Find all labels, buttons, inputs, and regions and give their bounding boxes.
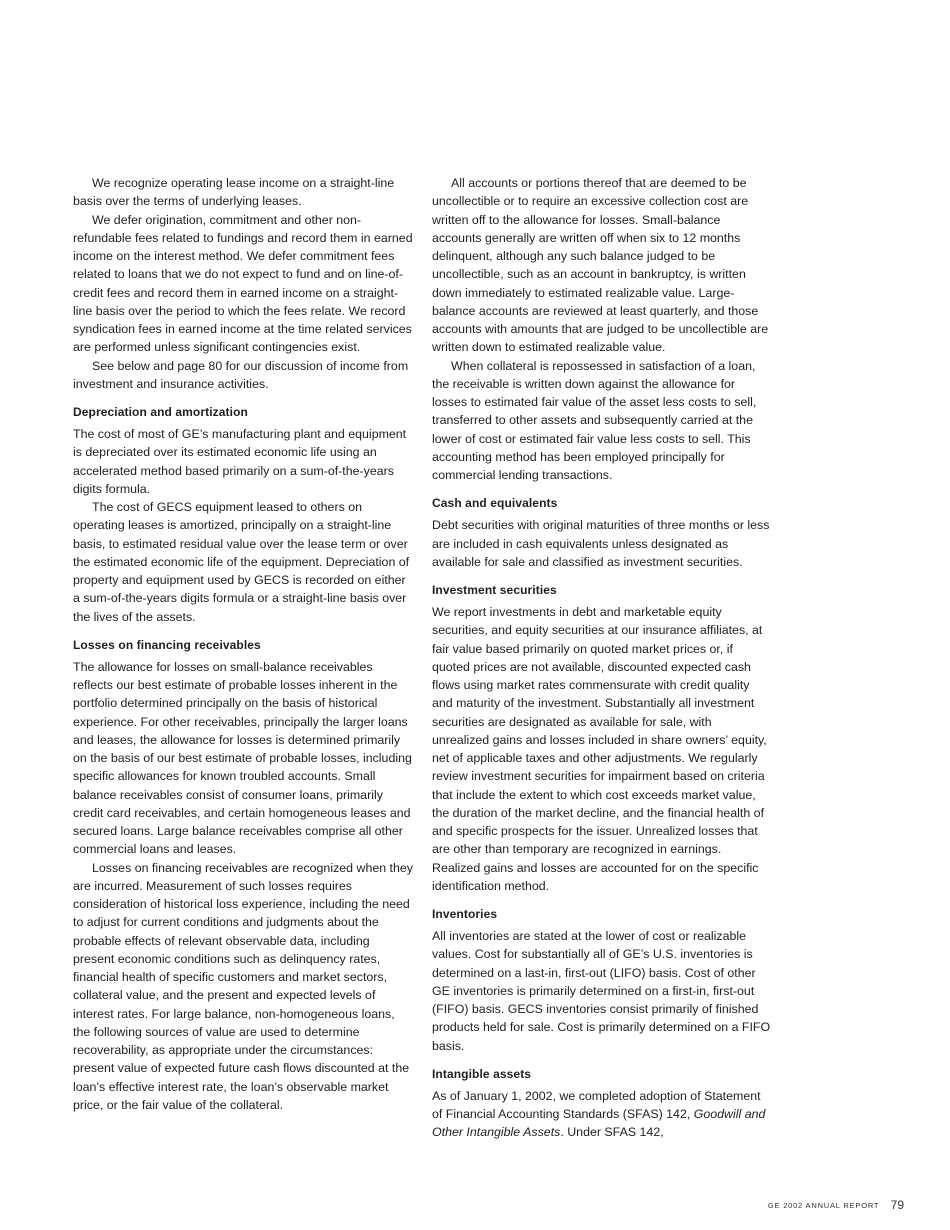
heading-cash: Cash and equivalents xyxy=(432,496,558,511)
page-number: 79 xyxy=(890,1198,904,1212)
paragraph-fees: We defer origination, commitment and other non-refundable fees related to fundings and record them in earned income on the interest method. We defer commitment fees related to loans that we do not expect to fund and on line-of-credit fees and record them in earned income on a straight-line basis over the period to which the fees relate. We record syndication fees in earned income at the time related services are performed unless significant contingencies exist. xyxy=(73,212,413,355)
paragraph-losses-2: Losses on financing receivables are recognized when they are incurred. Measurement of such losses requires consideration of historical loss experience, including the need to adjust for current conditions and judgments about the probable effects of relevant observable data, including present economic conditions such as delinquency rates, financial health of specific customers and market sectors, collateral value, and the present and expected levels of interest rates. For large balance, non-homogeneous loans, the following sources of value are used to determine recoverability, as appropriate under the circumstances: present value of expected future cash flows discounted at the loan’s effective interest rate, the loan’s observable market price, or the fair value of the collateral. xyxy=(73,860,413,1112)
footer-report-label: GE 2002 ANNUAL REPORT xyxy=(767,1201,880,1210)
paragraph-collateral: When collateral is repossessed in satisfaction of a loan, the receivable is written down against the allowance for losses to estimated fair value of the asset less costs to sell, transferred to other assets and subsequently carried at the lower of cost or estimated fair value less costs to sell. This accounting method has been employed principally for commercial lending transactions. xyxy=(432,358,757,482)
left-column xyxy=(73,174,413,1114)
paragraph-depreciation-1: The cost of most of GE’s manufacturing plant and equipment is depreciated over its estimated economic life using an accelerated method based primarily on a sum-of-the-years digits formula. xyxy=(73,427,407,496)
paragraph-intangible xyxy=(432,1087,772,1142)
heading-inventories: Inventories xyxy=(432,907,498,921)
heading-depreciation: Depreciation and amortization xyxy=(73,405,248,419)
heading-intangible: Intangible assets xyxy=(432,1066,532,1081)
intangible-text-start: As of January 1, 2002, we completed adoption of Statement of Financial Accounting Standards (SFAS) 142, xyxy=(432,1088,761,1121)
paragraph-inventories: All inventories are stated at the lower of cost or realizable values. Cost for substantially all of GE’s U.S. inventories is determined on a last-in, first-out (LIFO) basis. Cost of other GE inventories is primarily determined on a first-in, first-out (FIFO) basis. GECS inventories consist primarily of finished products held for sale. Cost is primarily determined on a FIFO basis. xyxy=(432,929,771,1053)
paragraph-investment: We report investments in debt and marketable equity securities, and equity securities at our insurance affiliates, at fair value based primarily on quoted market prices or, if quoted prices are not available, discounted expected cash flows using market rates commensurate with credit quality and maturity of the investment. Substantially all investment securities are designated as available for sale, with unrealized gains and losses included in share owners’ equity, net of applicable taxes and other adjustments. We regularly review investment securities for impairment based on criteria that include the extent to which cost exceeds market value, the duration of the market decline, and the financial health of and specific prospects for the issuer. Unrealized losses that are other than temporary are recognized in earnings. Realized gains and losses are accounted for on the specific identification method. xyxy=(432,605,767,893)
intangible-text-end: . Under SFAS 142, xyxy=(560,1125,664,1140)
page-footer xyxy=(768,1198,904,1212)
right-column xyxy=(432,174,772,1142)
paragraph-writeoff: All accounts or portions thereof that are deemed to be uncollectible or to require an excessive collection cost are written off to the allowance for losses. Small-balance accounts generally are written off when six to 12 months delinquent, although any such balance judged to be uncollectible, such as an account in bankruptcy, is written down immediately to estimated realizable value. Large-balance accounts are reviewed at least quarterly, and those accounts with amounts that are judged to be uncollectible are written down to estimated realizable value. xyxy=(432,176,769,355)
paragraph-depreciation-2: The cost of GECS equipment leased to others on operating leases is amortized, principally on a straight-line basis, to estimated residual value over the lease term or over the estimated economic life of the equipment. Depreciation of property and equipment used by GECS is recorded on either a sum-of-the-years digits formula or a straight-line basis over the lives of the assets. xyxy=(73,500,410,624)
heading-losses: Losses on financing receivables xyxy=(73,637,261,652)
intangible-text-title: Goodwill and Other Intangible Assets xyxy=(432,1107,766,1140)
paragraph-losses-1: The allowance for losses on small-balance receivables reflects our best estimate of probable losses inherent in the portfolio determined principally on the basis of historical experience. For other receivables, principally the larger loans and leases, the allowance for losses is determined primarily on the basis of our best estimate of probable losses, including specific allowances for known troubled accounts. Small balance receivables consist of consumer loans, primarily credit card receivables, and certain homogeneous leases and secured loans. Large balance receivables comprise all other commercial loans and leases. xyxy=(73,659,412,857)
paragraph-see-below: See below and page 80 for our discussion of income from investment and insurance activities. xyxy=(73,358,409,391)
heading-investment: Investment securities xyxy=(432,583,557,597)
paragraph-operating-lease: We recognize operating lease income on a straight-line basis over the terms of underlying leases. xyxy=(73,176,395,209)
paragraph-cash: Debt securities with original maturities of three months or less are included in cash equivalents unless designated as available for sale and classified as investment securities. xyxy=(432,518,770,569)
